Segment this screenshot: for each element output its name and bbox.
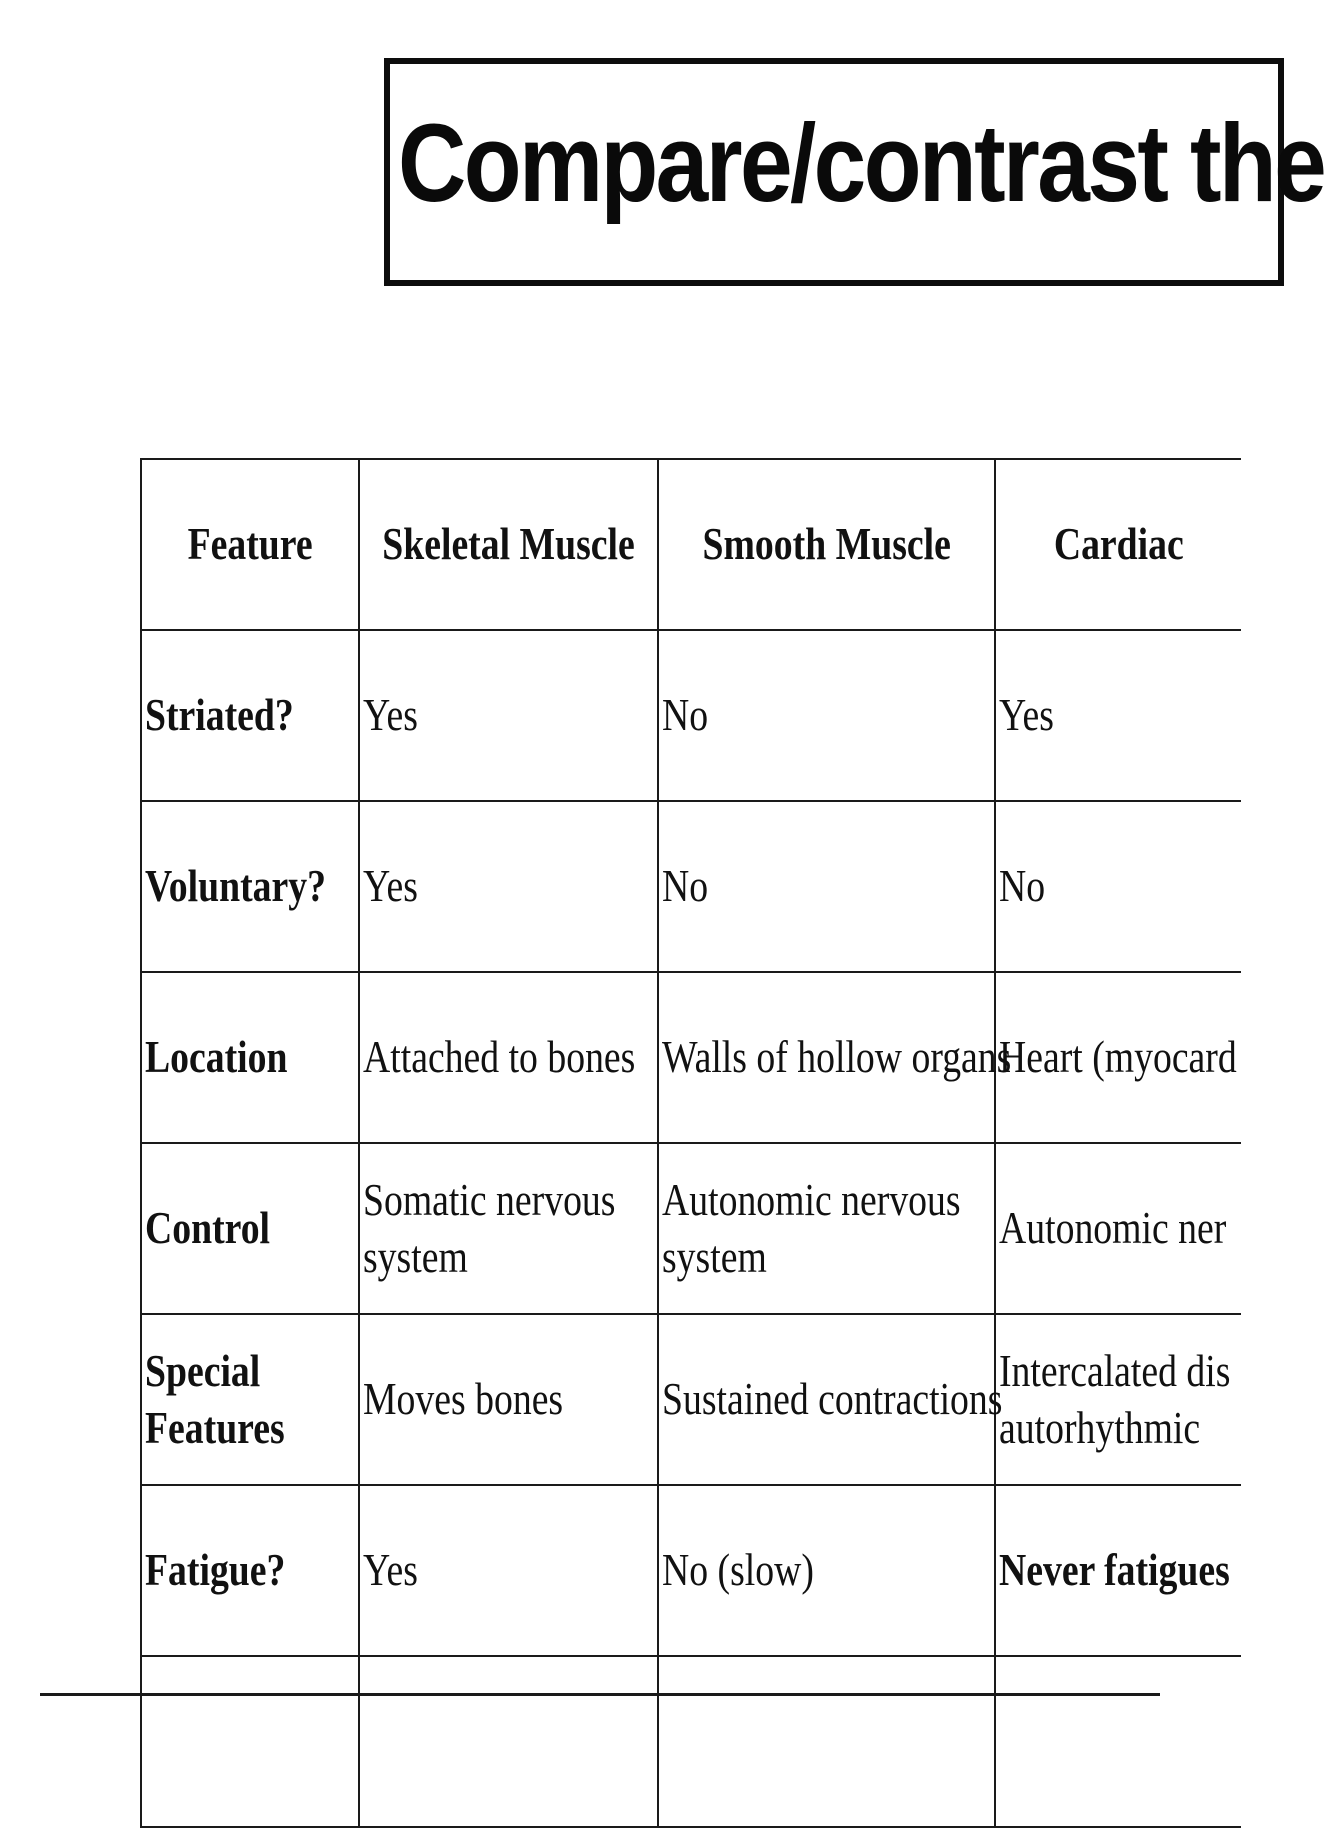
bottom-rule: [40, 1693, 1160, 1696]
row-label: Location: [141, 972, 359, 1143]
cell-smooth: No: [658, 630, 995, 801]
cell-cardiac: Never fatigues: [995, 1485, 1241, 1656]
cell-smooth: [658, 1656, 995, 1827]
header-smooth: Smooth Muscle: [658, 459, 995, 630]
row-label: Striated?: [141, 630, 359, 801]
row-label: Control: [141, 1143, 359, 1314]
page-title: Compare/contrast the: [398, 102, 1324, 225]
cell-skeletal: Yes: [359, 801, 658, 972]
title-box: [384, 58, 1324, 286]
row-label: Voluntary?: [141, 801, 359, 972]
cell-cardiac: Intercalated dis autorhythmic: [995, 1314, 1241, 1485]
table-header-row: [141, 459, 1241, 630]
row-label: [141, 1656, 359, 1827]
cell-skeletal: Attached to bones: [359, 972, 658, 1143]
comparison-table-frame: [140, 458, 1240, 1718]
cell-skeletal: Yes: [359, 1485, 658, 1656]
table-row: [141, 1143, 1241, 1314]
table-row: [141, 972, 1241, 1143]
cell-cardiac: No: [995, 801, 1241, 972]
cell-smooth: Sustained contractions: [658, 1314, 995, 1485]
table-row: [141, 630, 1241, 801]
cell-skeletal: [359, 1656, 658, 1827]
header-feature: Feature: [141, 459, 359, 630]
table-row: [141, 1485, 1241, 1656]
cell-skeletal: Somatic nervous system: [359, 1143, 658, 1314]
row-label: Special Features: [141, 1314, 359, 1485]
table-row: [141, 801, 1241, 972]
cell-skeletal: Yes: [359, 630, 658, 801]
cell-cardiac: Autonomic ner: [995, 1143, 1241, 1314]
cell-smooth: No: [658, 801, 995, 972]
cell-skeletal: Moves bones: [359, 1314, 658, 1485]
row-label: Fatigue?: [141, 1485, 359, 1656]
muscle-comparison-table: [140, 458, 1241, 1828]
table-row: [141, 1314, 1241, 1485]
cell-smooth: Autonomic nervous system: [658, 1143, 995, 1314]
cell-smooth: Walls of hollow organs: [658, 972, 995, 1143]
table-row: [141, 1656, 1241, 1827]
cell-smooth: No (slow): [658, 1485, 995, 1656]
header-cardiac: Cardiac: [995, 459, 1241, 630]
cell-cardiac: Yes: [995, 630, 1241, 801]
cell-cardiac: Heart (myocard: [995, 972, 1241, 1143]
cell-cardiac: [995, 1656, 1241, 1827]
header-skeletal: Skeletal Muscle: [359, 459, 658, 630]
